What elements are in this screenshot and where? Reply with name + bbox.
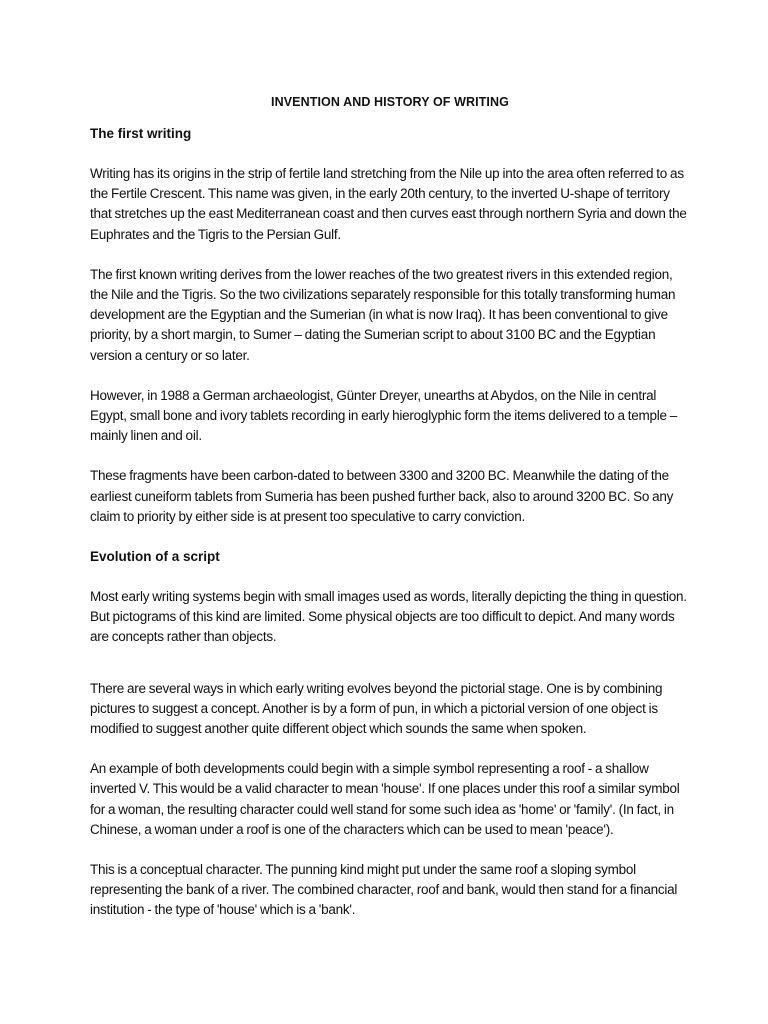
document-page bbox=[90, 92, 690, 941]
paragraph: These fragments have been carbon-dated to between 3300 and 3200 BC. Meanwhile the dating of the earliest cuneiform tablets from Sumeria has been pushed further back, also to around 3200 BC. So any claim to priority by either side is at present too speculative to carry conviction. bbox=[90, 468, 674, 524]
document-title: INVENTION AND HISTORY OF WRITING bbox=[271, 95, 509, 109]
paragraph: There are several ways in which early writing evolves beyond the pictorial stage. One is by combining pictures to suggest a concept. Another is by a form of pun, in which a pictorial version of one object is modified to suggest another quite different object which sounds the same when spoken. bbox=[90, 680, 663, 737]
section-heading-evolution: Evolution of a script bbox=[90, 549, 220, 565]
paragraph: However, in 1988 a German archaeologist, Günter Dreyer, unearths at Abydos, on the Nile in central Egypt, small bone and ivory tablets recording in early hieroglyphic form the items delivered to a temple – mainly linen and oil. bbox=[90, 387, 678, 444]
section-heading-first-writing: The first writing bbox=[90, 126, 192, 141]
paragraph: Most early writing systems begin with small images used as words, literally depicting the thing in question. But pictograms of this kind are limited. Some physical objects are too difficult to depict. And many words are concepts rather than objects. bbox=[90, 589, 687, 645]
paragraph: Writing has its origins in the strip of fertile land stretching from the Nile up into the area often referred to as the Fertile Crescent. This name was given, in the early 20th century, to the inverted U-shape of territory that stretches up the east Mediterranean coast and then curves east through northern Syria and down the Euphrates and the Tigris to the Persian Gulf. bbox=[90, 166, 687, 242]
paragraph: This is a conceptual character. The punning kind might put under the same roof a sloping symbol representing the bank of a river. The combined character, roof and bank, would then stand for a financial institution - the type of 'house' which is a 'bank'. bbox=[90, 862, 678, 918]
paragraph: An example of both developments could begin with a simple symbol representing a roof - a shallow inverted V. This would be a valid character to mean 'house'. If one places under this roof a similar symbol for a woman, the resulting character could well stand for some such idea as 'home' or 'family'. (In fact, in Chinese, a woman under a roof is one of the characters which can be used to mean 'peace'). bbox=[90, 761, 680, 837]
paragraph: The first known writing derives from the lower reaches of the two greatest rivers in this extended region, the Nile and the Tigris. So the two civilizations separately responsible for this totally transforming human development are the Egyptian and the Sumerian (in what is now Iraq). It has been conventional to give priority, by a short margin, to Sumer – dating the Sumerian script to about 3100 BC and the Egyptian version a century or so later. bbox=[90, 266, 676, 363]
